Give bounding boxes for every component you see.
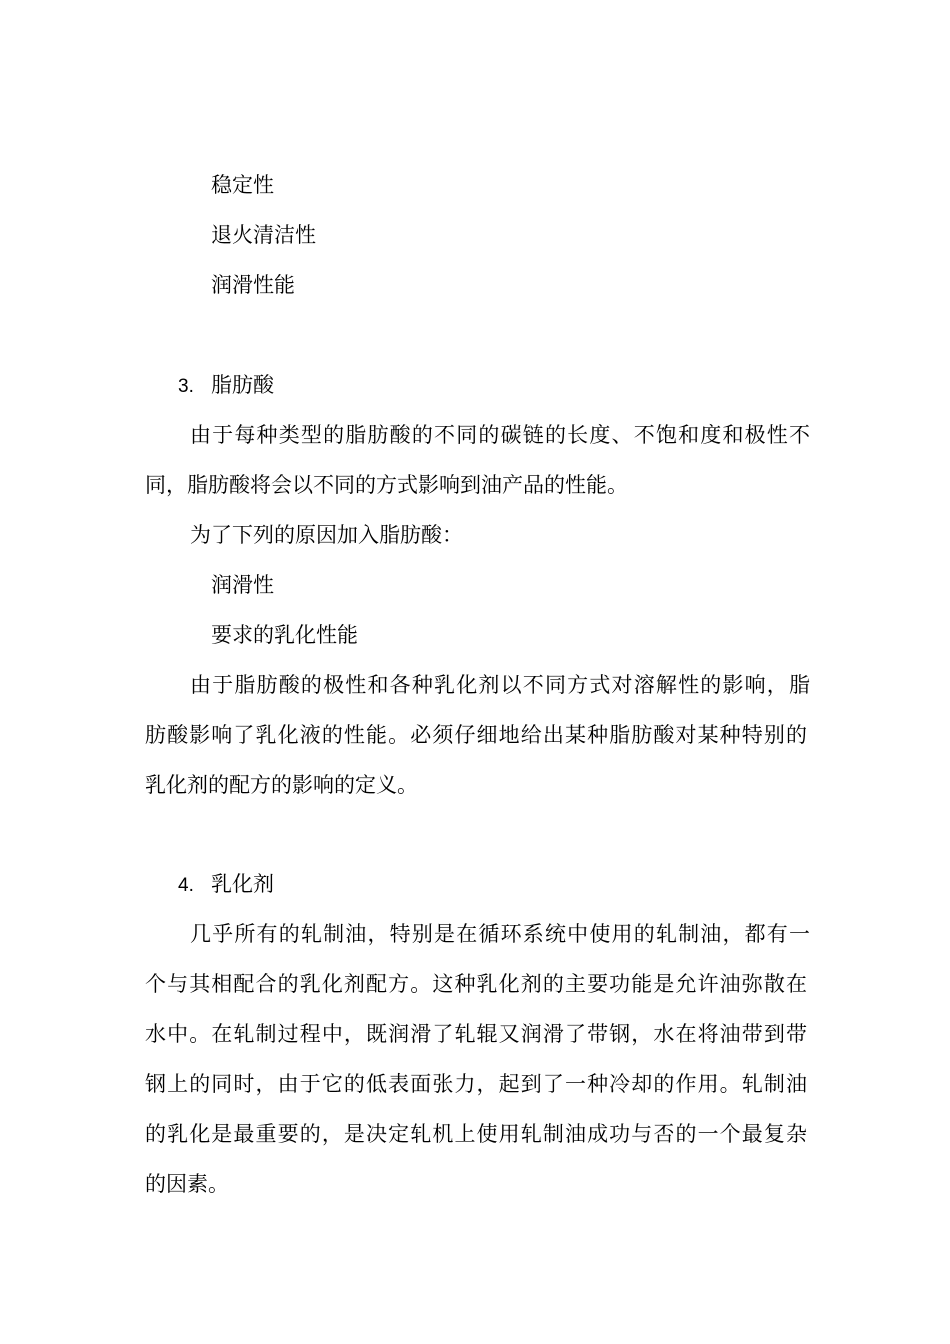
section-3-para1-line: 由于每种类型的脂肪酸的不同的碳链的长度、不饱和度和极性不 [190, 423, 810, 447]
section-3-intro: 为了下列的原因加入脂肪酸： [190, 523, 463, 547]
section-4-para-line: 个与其相配合的乳化剂配方。这种乳化剂的主要功能是允许油弥散在 [145, 972, 807, 996]
list-item-lubrication-performance: 润滑性能 [211, 273, 295, 297]
section-3-heading [178, 370, 274, 402]
section-3-para2-line: 乳化剂的配方的影响的定义。 [145, 773, 418, 797]
section-4-number: 4. [178, 875, 194, 896]
section-4-heading [178, 869, 274, 901]
section-4-title: 乳化剂 [211, 872, 274, 896]
section-4-para-line: 的因素。 [145, 1172, 229, 1196]
list-item-stability: 稳定性 [211, 173, 274, 197]
list-item-lubricity: 润滑性 [211, 573, 274, 597]
section-4-para-line: 钢上的同时，由于它的低表面张力，起到了一种冷却的作用。轧制油 [145, 1072, 807, 1096]
section-4-para-line: 的乳化是最重要的，是决定轧机上使用轧制油成功与否的一个最复杂 [145, 1122, 807, 1146]
section-3-para1-line: 同，脂肪酸将会以不同的方式影响到油产品的性能。 [145, 473, 628, 497]
section-4-para-line: 水中。在轧制过程中，既润滑了轧辊又润滑了带钢，水在将油带到带 [145, 1022, 807, 1046]
section-3-para2-line: 肪酸影响了乳化液的性能。必须仔细地给出某种脂肪酸对某种特别的 [145, 723, 807, 747]
list-item-emulsification: 要求的乳化性能 [211, 623, 358, 647]
section-4-para-line: 几乎所有的轧制油，特别是在循环系统中使用的轧制油，都有一 [190, 922, 810, 946]
section-3-title: 脂肪酸 [211, 373, 274, 397]
section-3-number: 3. [178, 376, 194, 397]
section-3-para2-line: 由于脂肪酸的极性和各种乳化剂以不同方式对溶解性的影响，脂 [190, 673, 810, 697]
list-item-annealing-cleanliness: 退火清洁性 [211, 223, 316, 247]
